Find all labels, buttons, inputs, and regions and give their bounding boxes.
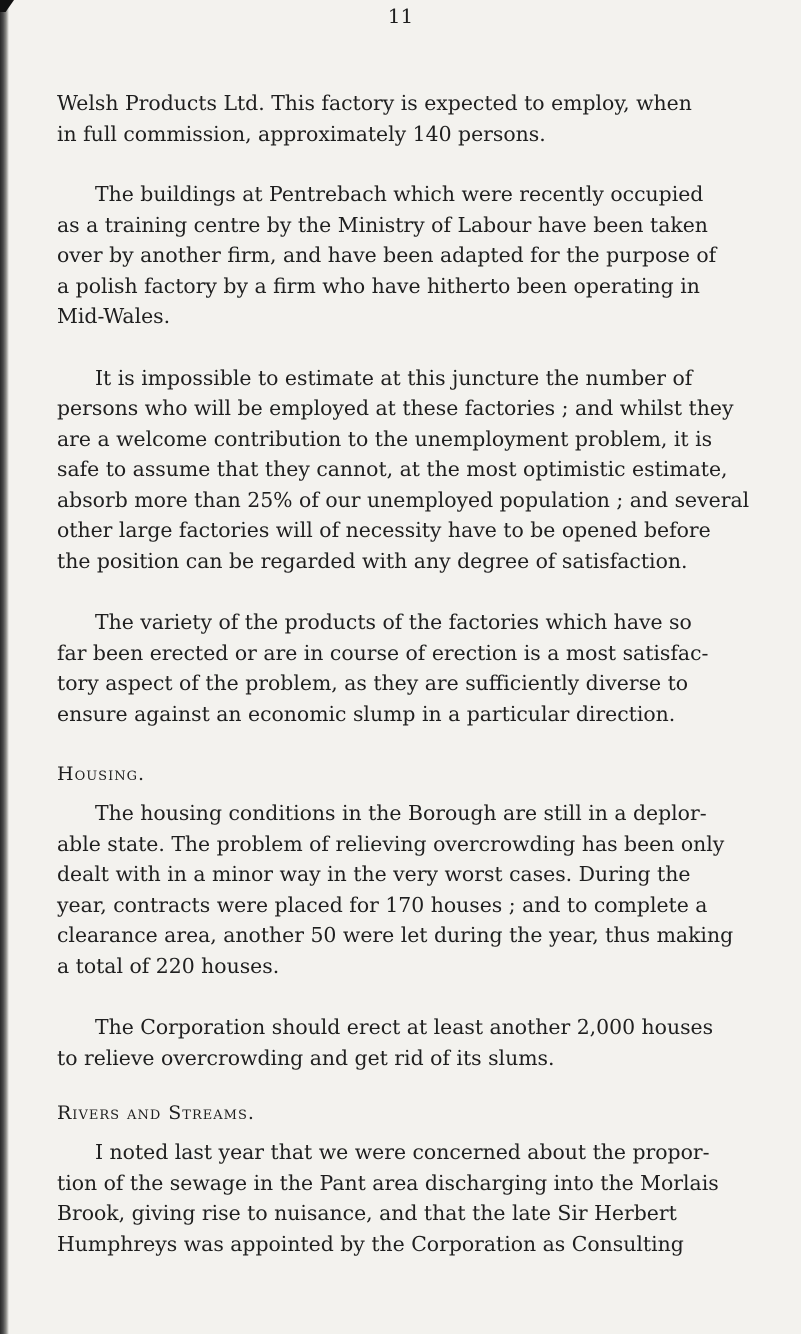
- text-line: clearance area, another 50 were let during the year, thus making: [57, 923, 734, 947]
- paragraph-housing-conditions: [57, 798, 767, 981]
- text-line: The buildings at Pentrebach which were recently occupied: [95, 182, 704, 206]
- text-line: dealt with in a minor way in the very worst cases. During the: [57, 862, 691, 886]
- paragraph-welsh-products: [57, 88, 767, 149]
- paragraph-corporation-houses: [57, 1012, 767, 1073]
- text-line: a polish factory by a firm who have hitherto been operating in: [57, 273, 700, 298]
- text-line: Mid-Wales.: [57, 304, 171, 328]
- binding-edge: [0, 0, 9, 1334]
- text-line: the position can be regarded with any degree of satisfaction.: [57, 548, 688, 573]
- text-line: I noted last year that we were concerned about the propor-: [95, 1140, 710, 1164]
- text-line: year, contracts were placed for 170 houses ; and to complete a: [57, 892, 708, 917]
- text-line: to relieve overcrowding and get rid of its slums.: [57, 1045, 555, 1070]
- paragraph-sewage: [57, 1137, 767, 1259]
- text-line: in full commission, approximately 140 persons.: [57, 121, 546, 146]
- text-line: Welsh Products Ltd. This factory is expected to employ, when: [57, 91, 692, 115]
- paragraph-product-variety: [57, 607, 767, 729]
- text-line: The housing conditions in the Borough are still in a deplor-: [95, 801, 707, 825]
- text-line: safe to assume that they cannot, at the most optimistic estimate,: [57, 457, 728, 481]
- page-body: [57, 88, 767, 1290]
- section-heading-rivers: Rivers and Streams.: [57, 1102, 255, 1124]
- text-line: Brook, giving rise to nuisance, and that the late Sir Herbert: [57, 1201, 677, 1225]
- text-line: as a training centre by the Ministry of Labour have been taken: [57, 212, 708, 237]
- text-line: absorb more than 25% of our unemployed population ; and several: [57, 487, 750, 512]
- text-line: far been erected or are in course of erection is a most satisfac-: [57, 640, 709, 665]
- text-line: over by another firm, and have been adapted for the purpose of: [57, 243, 717, 267]
- section-heading-housing: Housing.: [57, 763, 146, 785]
- text-line: other large factories will of necessity have to be opened before: [57, 518, 711, 542]
- paragraph-pentrebach: [57, 179, 767, 332]
- paragraph-employment-estimate: [57, 363, 767, 577]
- text-line: are a welcome contribution to the unemployment problem, it is: [57, 426, 713, 451]
- text-line: tion of the sewage in the Pant area discharging into the Morlais: [57, 1170, 719, 1195]
- text-line: persons who will be employed at these factories ; and whilst they: [57, 396, 734, 420]
- text-line: a total of 220 houses.: [57, 953, 280, 978]
- page-number: 11: [387, 4, 414, 28]
- text-line: able state. The problem of relieving overcrowding has been only: [57, 831, 725, 856]
- text-line: It is impossible to estimate at this juncture the number of: [95, 365, 693, 390]
- text-line: Humphreys was appointed by the Corporation as Consulting: [57, 1231, 684, 1256]
- text-line: The Corporation should erect at least another 2,000 houses: [95, 1015, 714, 1039]
- text-line: The variety of the products of the factories which have so: [95, 610, 692, 634]
- text-line: tory aspect of the problem, as they are sufficiently diverse to: [57, 671, 689, 695]
- text-line: ensure against an economic slump in a particular direction.: [57, 701, 676, 726]
